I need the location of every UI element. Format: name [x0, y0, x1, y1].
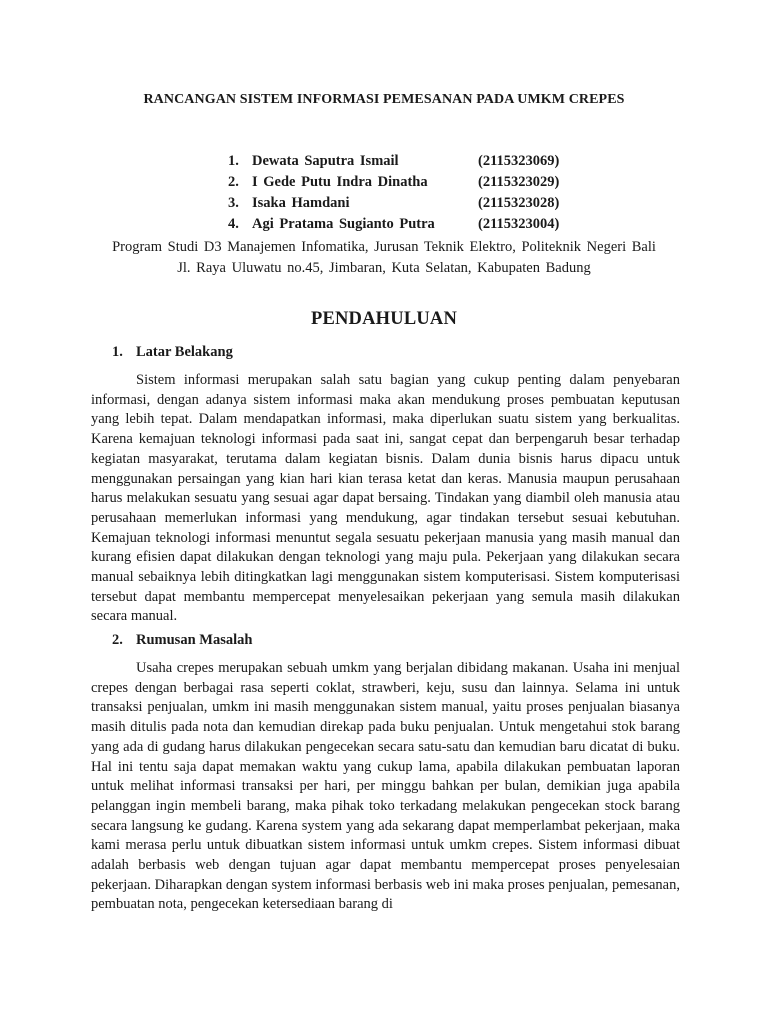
author-item: [228, 172, 588, 193]
author-number: 1.: [228, 153, 239, 169]
author-student-id: (2115323069): [478, 153, 560, 169]
author-list: [228, 151, 588, 235]
subsection-heading-text: Rumusan Masalah: [136, 632, 253, 648]
author-student-id: (2115323004): [478, 216, 560, 232]
author-name: I Gede Putu Indra Dinatha: [252, 174, 428, 190]
affiliation-block: [0, 237, 768, 279]
section-title: PENDAHULUAN: [310, 309, 458, 329]
subsection-number: 1.: [112, 344, 123, 360]
subsection-heading-text: Latar Belakang: [136, 344, 233, 360]
document-title: RANCANGAN SISTEM INFORMASI PEMESANAN PADA UMKM CREPES: [143, 92, 625, 107]
affiliation-address: Jl. Raya Uluwatu no.45, Jimbaran, Kuta Selatan, Kabupaten Badung: [177, 260, 591, 276]
author-student-id: (2115323029): [478, 174, 560, 190]
author-name: Dewata Saputra Ismail: [252, 153, 399, 169]
author-name: Agi Pratama Sugianto Putra: [252, 216, 435, 232]
body-paragraph: Usaha crepes merupakan sebuah umkm yang berjalan dibidang makanan. Usaha ini menjual crepes dengan berbagai rasa seperti coklat, strawberi, keju, susu dan lainnya. Selama ini untuk transaksi penjualan, umkm ini masih menggunakan sistem manual, yaitu proses penjualan biasanya masih ditulis pada nota dan kemudian direkap pada buku penjualan. Untuk mengetahui stok barang yang ada di gudang harus dilakukan pengecekan secara satu-satu dan kemudian baru dicatat di buku. Hal ini tentu saja dapat memakan waktu yang cukup lama, apabila dilakukan pembuatan laporan untuk melihat informasi transaksi per hari, per minggu bahkan per bulan, demikian juga apabila pelanggan ingin membeli barang, maka pihak toko terkadang melakukan pengecekan stock barang secara langsung ke gudang. Karena system yang ada sekarang dapat memperlambat pekerjaan, maka kami merasa perlu untuk dibuatkan sistem informasi untuk umkm crepes. Sistem informasi dibuat adalah berbasis web dengan tujuan agar dapat membantu mempercepat proses penyelesaian pekerjaan. Diharapkan dengan system informasi berbasis web ini maka proses penjualan, pemesanan, pembuatan nota, pengecekan ketersediaan barang di: [91, 660, 680, 913]
author-number: 2.: [228, 174, 239, 190]
author-number: 3.: [228, 195, 239, 211]
subsection-heading: [112, 344, 233, 361]
subsection-number: 2.: [112, 632, 123, 648]
author-item: [228, 193, 588, 214]
author-number: 4.: [228, 216, 239, 232]
body-paragraph: Sistem informasi merupakan salah satu bagian yang cukup penting dalam penyebaran informasi, dengan adanya sistem informasi maka akan mendukung proses pembuatan keputusan yang lebih tepat. Dalam mendapatkan informasi, maka diperlukan suatu sistem yang berkualitas. Karena kemajuan teknologi informasi pada saat ini, sangat cepat dan berpengaruh besar terhadap kegiatan masyarakat, terutama dalam kegiatan bisnis. Dalam dunia bisnis harus dipacu untuk menggunakan persaingan yang kian hari kian terasa ketat dan keras. Manusia maupun perusahaan harus melakukan sesuatu yang sesuai agar dapat bersaing. Tindakan yang diambil oleh manusia atau perusahaan memerlukan informasi yang mendukung, agar tindakan tersebut sesuai kebutuhan. Kemajuan teknologi informasi menuntut segala sesuatu pekerjaan manusia yang masih manual dan kurang efisien dapat dilakukan dengan teknologi yang maju pula. Pekerjaan yang dilakukan secara manual sebaiknya lebih ditingkatkan lagi menggunakan sistem komputerisasi. Sistem komputerisasi tersebut dapat membantu mempercepat menyelesaikan pekerjaan yang semula masih dilakukan secara manual.: [91, 372, 680, 625]
author-item: [228, 151, 588, 172]
author-student-id: (2115323028): [478, 195, 560, 211]
subsection-heading: [112, 632, 252, 649]
author-item: [228, 214, 588, 235]
affiliation-program: Program Studi D3 Manajemen Infomatika, Jurusan Teknik Elektro, Politeknik Negeri Bali: [112, 239, 656, 255]
author-name: Isaka Hamdani: [252, 195, 350, 211]
